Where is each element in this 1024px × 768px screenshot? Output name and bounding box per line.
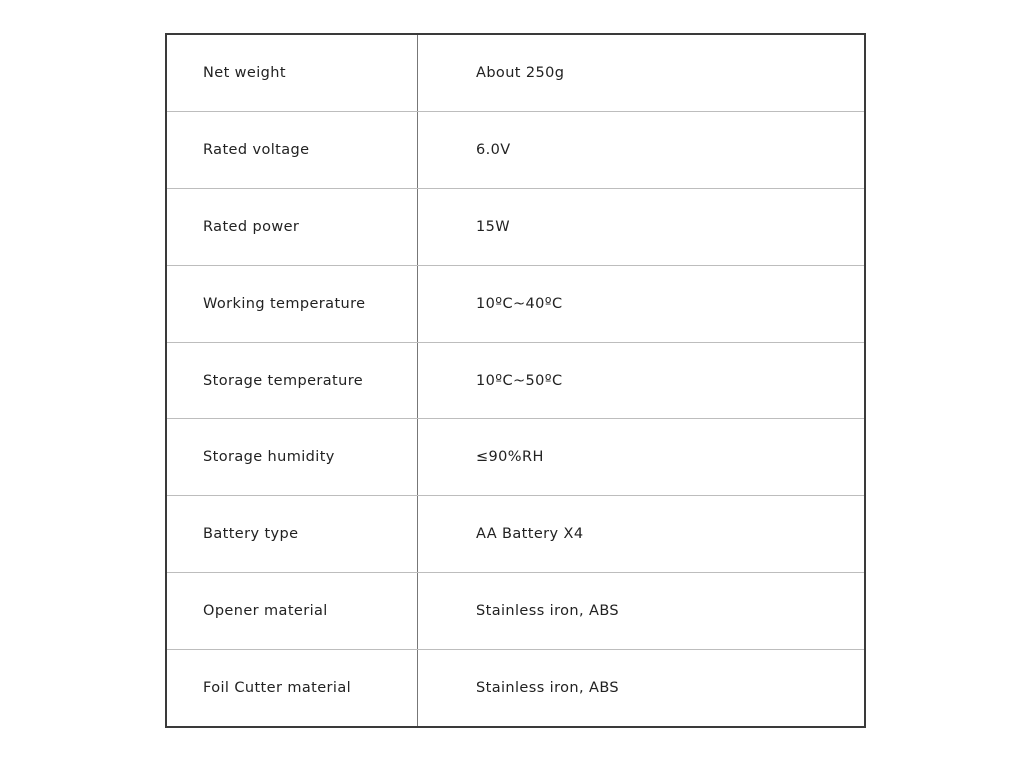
spec-row-battery-type (167, 496, 864, 573)
spec-value-cell (418, 35, 864, 111)
spec-label-cell (167, 35, 418, 111)
spec-label: Working temperature (203, 295, 366, 312)
spec-row-storage-humidity (167, 419, 864, 496)
spec-label-cell (167, 419, 418, 495)
spec-value: Stainless iron, ABS (476, 603, 620, 620)
spec-label-cell (167, 650, 418, 726)
spec-label: Storage temperature (203, 372, 364, 389)
spec-table (165, 33, 866, 728)
spec-value: 10ºC~50ºC (476, 372, 563, 389)
spec-value-cell (418, 419, 864, 495)
spec-label-cell (167, 496, 418, 572)
spec-value-cell (418, 189, 864, 265)
spec-label: Foil Cutter material (203, 680, 352, 697)
spec-label: Storage humidity (203, 449, 335, 466)
spec-row-net-weight (167, 35, 864, 112)
spec-row-rated-power (167, 189, 864, 266)
spec-value: Stainless iron, ABS (476, 680, 620, 697)
spec-value: 10ºC~40ºC (476, 295, 563, 312)
spec-label: Rated voltage (203, 141, 310, 158)
spec-label: Net weight (203, 64, 286, 81)
spec-row-opener-material (167, 573, 864, 650)
spec-row-working-temperature (167, 266, 864, 343)
spec-label-cell (167, 343, 418, 419)
spec-value-cell (418, 343, 864, 419)
spec-label-cell (167, 112, 418, 188)
spec-value: ≤90%RH (476, 449, 544, 466)
spec-label-cell (167, 573, 418, 649)
spec-row-storage-temperature (167, 343, 864, 420)
spec-value-cell (418, 650, 864, 726)
spec-value: AA Battery X4 (476, 526, 584, 543)
spec-label: Rated power (203, 218, 300, 235)
spec-label: Battery type (203, 526, 299, 543)
spec-value: 15W (476, 218, 510, 235)
spec-label-cell (167, 189, 418, 265)
spec-value: 6.0V (476, 141, 511, 158)
spec-value-cell (418, 112, 864, 188)
spec-row-foil-cutter-material (167, 650, 864, 726)
spec-value-cell (418, 266, 864, 342)
spec-row-rated-voltage (167, 112, 864, 189)
spec-label-cell (167, 266, 418, 342)
spec-value-cell (418, 496, 864, 572)
spec-label: Opener material (203, 603, 328, 620)
spec-value-cell (418, 573, 864, 649)
spec-value: About 250g (476, 64, 565, 81)
